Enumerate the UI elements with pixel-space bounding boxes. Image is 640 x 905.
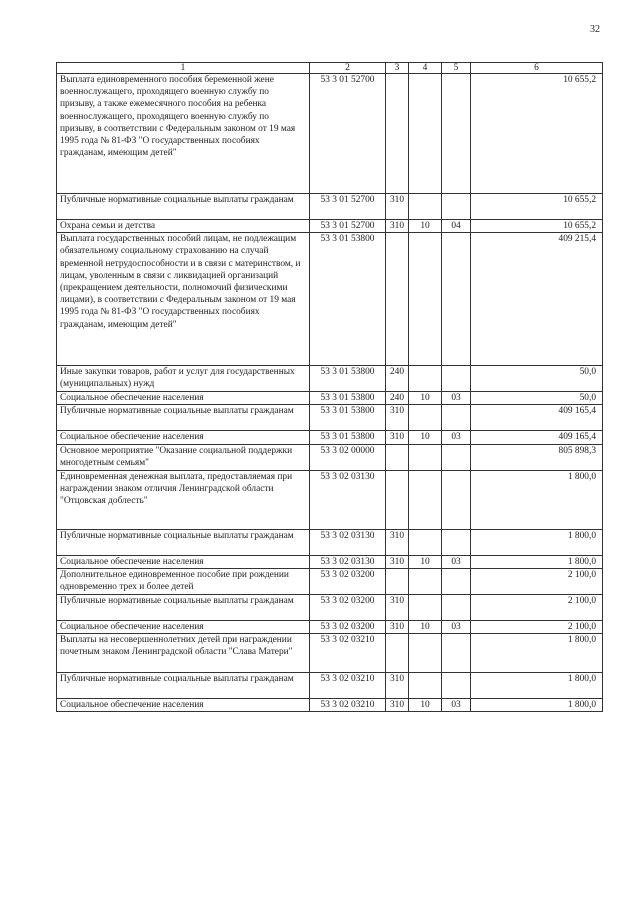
table-row — [57, 594, 603, 620]
row-expense-type-cell: 240 — [386, 392, 409, 405]
row-subsection-cell — [442, 594, 471, 620]
row-name-cell: Публичные нормативные социальные выплаты гражданам — [57, 673, 310, 699]
row-amount-cell: 2 100,0 — [471, 568, 603, 594]
row-section-cell — [409, 233, 442, 366]
row-name-cell: Публичные нормативные социальные выплаты гражданам — [57, 529, 310, 555]
row-section-cell — [409, 194, 442, 220]
row-expense-type-cell: 310 — [386, 220, 409, 233]
table-row — [57, 444, 603, 470]
row-section-cell — [409, 366, 442, 392]
row-section-cell — [409, 74, 442, 194]
row-section-cell — [409, 594, 442, 620]
row-amount-cell: 10 655,2 — [471, 194, 603, 220]
row-section-cell — [409, 529, 442, 555]
row-section-cell — [409, 444, 442, 470]
row-expense-type-cell: 310 — [386, 431, 409, 444]
row-code-cell: 53 3 02 00000 — [310, 444, 386, 470]
row-amount-cell: 2 100,0 — [471, 594, 603, 620]
header-col-4: 4 — [409, 63, 442, 74]
row-subsection-cell: 03 — [442, 392, 471, 405]
row-code-cell: 53 3 02 03130 — [310, 470, 386, 529]
row-section-cell: 10 — [409, 392, 442, 405]
row-name-cell: Основное мероприятие "Оказание социальной поддержки многодетным семьям" — [57, 444, 310, 470]
row-name-cell: Публичные нормативные социальные выплаты гражданам — [57, 594, 310, 620]
row-subsection-cell — [442, 673, 471, 699]
row-amount-cell: 1 800,0 — [471, 699, 603, 712]
row-name-cell: Публичные нормативные социальные выплаты гражданам — [57, 405, 310, 431]
row-amount-cell: 1 800,0 — [471, 470, 603, 529]
table-row — [57, 555, 603, 568]
row-name-cell: Выплаты на несовершеннолетних детей при награждении почетным знаком Ленинградской области "Слава Матери" — [57, 634, 310, 673]
row-expense-type-cell — [386, 568, 409, 594]
row-code-cell: 53 3 02 03210 — [310, 699, 386, 712]
budget-table — [56, 62, 603, 712]
row-code-cell: 53 3 02 03200 — [310, 620, 386, 633]
row-expense-type-cell: 310 — [386, 194, 409, 220]
row-amount-cell: 409 165,4 — [471, 431, 603, 444]
row-code-cell: 53 3 01 53800 — [310, 431, 386, 444]
header-col-2: 2 — [310, 63, 386, 74]
row-code-cell: 53 3 01 53800 — [310, 366, 386, 392]
table-row — [57, 220, 603, 233]
row-amount-cell: 10 655,2 — [471, 220, 603, 233]
row-section-cell — [409, 634, 442, 673]
table-row — [57, 673, 603, 699]
table-row — [57, 74, 603, 194]
row-code-cell: 53 3 02 03200 — [310, 594, 386, 620]
row-subsection-cell — [442, 568, 471, 594]
header-col-3: 3 — [386, 63, 409, 74]
row-section-cell — [409, 673, 442, 699]
row-section-cell: 10 — [409, 220, 442, 233]
row-expense-type-cell: 310 — [386, 555, 409, 568]
row-subsection-cell: 04 — [442, 220, 471, 233]
table-row — [57, 431, 603, 444]
row-code-cell: 53 3 01 53800 — [310, 233, 386, 366]
row-code-cell: 53 3 02 03130 — [310, 529, 386, 555]
row-subsection-cell — [442, 444, 471, 470]
row-expense-type-cell — [386, 74, 409, 194]
table-row — [57, 568, 603, 594]
row-section-cell — [409, 405, 442, 431]
table-header-row — [57, 63, 603, 74]
row-amount-cell: 409 215,4 — [471, 233, 603, 366]
row-expense-type-cell: 310 — [386, 699, 409, 712]
row-name-cell: Социальное обеспечение населения — [57, 555, 310, 568]
row-code-cell: 53 3 02 03210 — [310, 673, 386, 699]
table-row — [57, 392, 603, 405]
row-expense-type-cell: 310 — [386, 620, 409, 633]
row-amount-cell: 50,0 — [471, 392, 603, 405]
row-amount-cell: 2 100,0 — [471, 620, 603, 633]
row-expense-type-cell: 310 — [386, 673, 409, 699]
row-code-cell: 53 3 02 03210 — [310, 634, 386, 673]
row-subsection-cell — [442, 233, 471, 366]
row-subsection-cell — [442, 74, 471, 194]
table-row — [57, 470, 603, 529]
row-expense-type-cell — [386, 634, 409, 673]
row-subsection-cell — [442, 470, 471, 529]
row-subsection-cell — [442, 529, 471, 555]
row-name-cell: Выплата государственных пособий лицам, не подлежащим обязательному социальному страхованию на случай временной нетрудоспособности и в связи с материнством, и лицам, уволенным в связи с ликвидацией организаций (прекращением деятельности, полномочий физическими лицами), в соответствии с Федеральным законом от 19 мая 1995 года № 81-ФЗ "О государственных пособиях гражданам, имеющим детей" — [57, 233, 310, 366]
row-expense-type-cell: 310 — [386, 405, 409, 431]
row-expense-type-cell — [386, 233, 409, 366]
row-section-cell: 10 — [409, 699, 442, 712]
table-row — [57, 529, 603, 555]
row-expense-type-cell — [386, 470, 409, 529]
row-name-cell: Социальное обеспечение населения — [57, 431, 310, 444]
row-amount-cell: 10 655,2 — [471, 74, 603, 194]
row-subsection-cell: 03 — [442, 699, 471, 712]
row-subsection-cell — [442, 194, 471, 220]
row-subsection-cell — [442, 366, 471, 392]
table-row — [57, 620, 603, 633]
row-name-cell: Иные закупки товаров, работ и услуг для государственных (муниципальных) нужд — [57, 366, 310, 392]
row-name-cell: Дополнительное единовременное пособие при рождении одновременно трех и более детей — [57, 568, 310, 594]
row-code-cell: 53 3 02 03200 — [310, 568, 386, 594]
row-name-cell: Социальное обеспечение населения — [57, 699, 310, 712]
table-row — [57, 366, 603, 392]
row-amount-cell: 409 165,4 — [471, 405, 603, 431]
row-section-cell: 10 — [409, 555, 442, 568]
header-col-1: 1 — [57, 63, 310, 74]
row-subsection-cell: 03 — [442, 620, 471, 633]
row-subsection-cell: 03 — [442, 431, 471, 444]
row-name-cell: Социальное обеспечение населения — [57, 392, 310, 405]
row-name-cell: Охрана семьи и детства — [57, 220, 310, 233]
row-section-cell: 10 — [409, 431, 442, 444]
header-col-6: 6 — [471, 63, 603, 74]
row-code-cell: 53 3 02 03130 — [310, 555, 386, 568]
row-expense-type-cell — [386, 444, 409, 470]
header-col-5: 5 — [442, 63, 471, 74]
row-subsection-cell — [442, 405, 471, 431]
row-name-cell: Единовременная денежная выплата, предоставляемая при награждении знаком отличия Ленинградской области "Отцовская доблесть" — [57, 470, 310, 529]
row-section-cell — [409, 568, 442, 594]
row-name-cell: Социальное обеспечение населения — [57, 620, 310, 633]
row-code-cell: 53 3 01 52700 — [310, 194, 386, 220]
row-subsection-cell: 03 — [442, 555, 471, 568]
row-expense-type-cell: 310 — [386, 529, 409, 555]
row-name-cell: Выплата единовременного пособия беременной жене военнослужащего, проходящего военную службу по призыву, а также ежемесячного пособия на ребенка военнослужащего, проходящего военную службу по призыву, в соответствии с Федеральным законом от 19 мая 1995 года № 81-ФЗ "О государственных пособиях гражданам, имеющим детей" — [57, 74, 310, 194]
row-amount-cell: 805 898,3 — [471, 444, 603, 470]
table-row — [57, 634, 603, 673]
row-amount-cell: 1 800,0 — [471, 634, 603, 673]
row-subsection-cell — [442, 634, 471, 673]
row-amount-cell: 1 800,0 — [471, 529, 603, 555]
row-expense-type-cell: 240 — [386, 366, 409, 392]
row-code-cell: 53 3 01 52700 — [310, 220, 386, 233]
row-amount-cell: 1 800,0 — [471, 673, 603, 699]
table-row — [57, 699, 603, 712]
row-name-cell: Публичные нормативные социальные выплаты гражданам — [57, 194, 310, 220]
row-amount-cell: 50,0 — [471, 366, 603, 392]
table-row — [57, 233, 603, 366]
row-section-cell: 10 — [409, 620, 442, 633]
row-code-cell: 53 3 01 53800 — [310, 392, 386, 405]
row-code-cell: 53 3 01 52700 — [310, 74, 386, 194]
table-row — [57, 194, 603, 220]
row-expense-type-cell: 310 — [386, 594, 409, 620]
row-code-cell: 53 3 01 53800 — [310, 405, 386, 431]
table-row — [57, 405, 603, 431]
row-amount-cell: 1 800,0 — [471, 555, 603, 568]
row-section-cell — [409, 470, 442, 529]
page-number: 32 — [590, 24, 600, 35]
